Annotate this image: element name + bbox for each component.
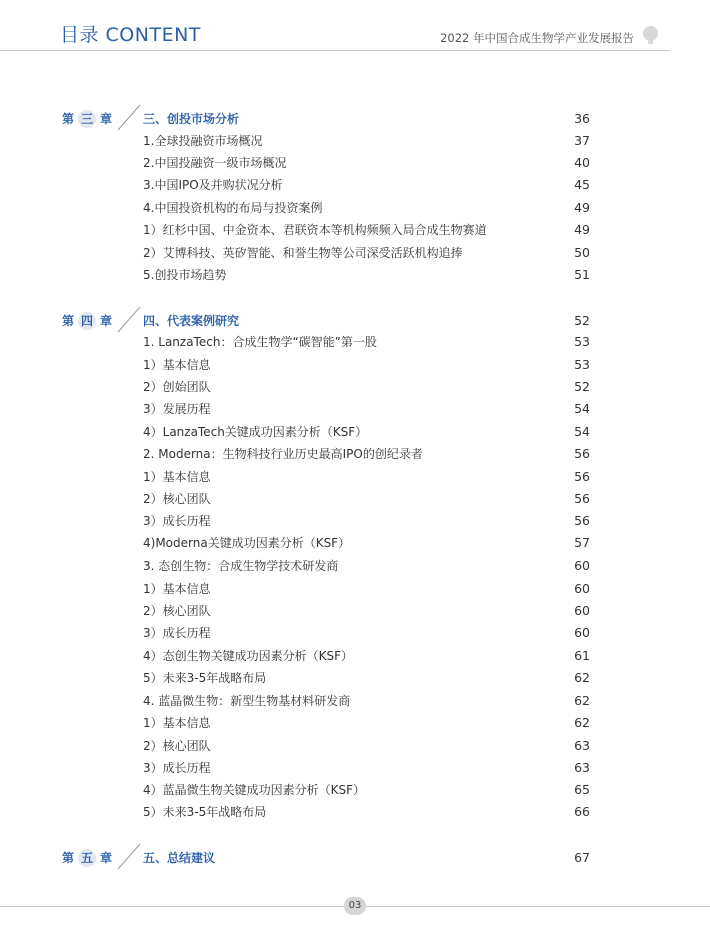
toc-entry-row[interactable]	[0, 802, 710, 822]
toc-entry-text: 3）发展历程	[143, 402, 211, 416]
chapter-suffix: 章	[100, 851, 113, 865]
toc-page-number: 49	[574, 222, 590, 237]
toc-page-number: 36	[574, 111, 590, 126]
chapter-label	[62, 109, 112, 129]
toc-entry-row[interactable]	[0, 377, 710, 397]
toc-entry-row[interactable]	[0, 511, 710, 531]
toc-entry-text: 4）LanzaTech关键成功因素分析（KSF）	[143, 425, 368, 439]
toc-page-number: 52	[574, 379, 590, 394]
toc-entry-text: 5.创投市场趋势	[143, 268, 227, 282]
chapter-number-badge: 五	[78, 849, 96, 867]
toc-page-number: 56	[574, 491, 590, 506]
toc-entry-row[interactable]	[0, 175, 710, 195]
toc-entry-text: 3）成长历程	[143, 761, 211, 775]
toc-page-number: 45	[574, 177, 590, 192]
toc-entry-text: 5）未来3-5年战略布局	[143, 805, 267, 819]
toc-page-number: 62	[574, 715, 590, 730]
toc-page-number: 60	[574, 558, 590, 573]
chapter-suffix: 章	[100, 314, 113, 328]
toc-entry-row[interactable]	[0, 668, 710, 688]
toc-page-number: 61	[574, 648, 590, 663]
toc-page-number: 54	[574, 424, 590, 439]
chapter-prefix: 第	[62, 851, 75, 865]
toc-entry-row[interactable]	[0, 467, 710, 487]
toc-entry-text: 2）核心团队	[143, 604, 211, 618]
toc-entry-row[interactable]	[0, 736, 710, 756]
toc-page-number: 60	[574, 603, 590, 618]
toc-entry-row[interactable]	[0, 489, 710, 509]
chapter-title: 四、代表案例研究	[143, 314, 240, 328]
toc-page-number: 53	[574, 357, 590, 372]
toc-page-number: 67	[574, 850, 590, 865]
toc-entry-row[interactable]	[0, 131, 710, 151]
toc-entry-text: 3.中国IPO及并购状况分析	[143, 178, 283, 192]
page-number-badge: 03	[344, 897, 366, 915]
toc-entry-row[interactable]	[0, 399, 710, 419]
chapter-suffix: 章	[100, 112, 113, 126]
page-title: 目录 CONTENT	[60, 24, 201, 46]
toc-entry-text: 4. 蓝晶微生物：新型生物基材料研发商	[143, 694, 351, 708]
toc-page-number: 54	[574, 401, 590, 416]
toc-entry-row[interactable]	[0, 153, 710, 173]
toc-page-number: 66	[574, 804, 590, 819]
toc-chapter-row[interactable]	[0, 848, 710, 868]
toc-entry-row[interactable]	[0, 556, 710, 576]
toc-page-number: 56	[574, 469, 590, 484]
toc-entry-text: 2）创始团队	[143, 380, 211, 394]
toc-entry-row[interactable]	[0, 780, 710, 800]
toc-entry-row[interactable]	[0, 220, 710, 240]
toc-entry-text: 3）成长历程	[143, 626, 211, 640]
toc-chapter-row[interactable]	[0, 109, 710, 129]
toc-entry-text: 2）核心团队	[143, 739, 211, 753]
toc-page-number: 65	[574, 782, 590, 797]
chapter-prefix: 第	[62, 112, 75, 126]
toc-entry-text: 4）态创生物关键成功因素分析（KSF）	[143, 649, 354, 663]
toc-page-number: 56	[574, 446, 590, 461]
toc-entry-row[interactable]	[0, 332, 710, 352]
toc-entry-row[interactable]	[0, 198, 710, 218]
toc-entry-text: 1）基本信息	[143, 716, 211, 730]
toc-entry-row[interactable]	[0, 579, 710, 599]
toc-entry-text: 4.中国投资机构的布局与投资案例	[143, 201, 323, 215]
toc-entry-row[interactable]	[0, 623, 710, 643]
toc-entry-text: 2. Moderna：生物科技行业历史最高IPO的创纪录者	[143, 447, 423, 461]
toc-page-number: 56	[574, 513, 590, 528]
toc-page-number: 52	[574, 313, 590, 328]
toc-entry-text: 2.中国投融资一级市场概况	[143, 156, 287, 170]
toc-entry-text: 3）成长历程	[143, 514, 211, 528]
chapter-prefix: 第	[62, 314, 75, 328]
toc-entry-row[interactable]	[0, 533, 710, 553]
toc-page-number: 50	[574, 245, 590, 260]
toc-page-number: 60	[574, 625, 590, 640]
toc-entry-text: 4)Moderna关键成功因素分析（KSF）	[143, 536, 351, 550]
slash-divider-icon	[116, 103, 142, 131]
toc-entry-row[interactable]	[0, 646, 710, 666]
slash-divider-icon	[116, 305, 142, 333]
toc-entry-text: 3. 态创生物：合成生物学技术研发商	[143, 559, 339, 573]
chapter-title: 五、总结建议	[143, 851, 216, 865]
chapter-label	[62, 311, 112, 331]
toc-entry-text: 1）基本信息	[143, 358, 211, 372]
toc-page-number: 53	[574, 334, 590, 349]
toc-entry-row[interactable]	[0, 243, 710, 263]
toc-entry-row[interactable]	[0, 713, 710, 733]
toc-page-number: 51	[574, 267, 590, 282]
toc-page-number: 60	[574, 581, 590, 596]
toc-entry-text: 1）基本信息	[143, 470, 211, 484]
toc-entry-row[interactable]	[0, 601, 710, 621]
lightbulb-icon	[643, 26, 658, 41]
toc-page-number: 37	[574, 133, 590, 148]
toc-entry-row[interactable]	[0, 691, 710, 711]
chapter-number-badge: 三	[78, 110, 96, 128]
toc-page-number: 63	[574, 760, 590, 775]
toc-entry-text: 1）红杉中国、中金资本、君联资本等机构频频入局合成生物赛道	[143, 223, 487, 237]
chapter-label	[62, 848, 112, 868]
toc-page-number: 63	[574, 738, 590, 753]
chapter-title: 三、创投市场分析	[143, 112, 240, 126]
toc-entry-row[interactable]	[0, 444, 710, 464]
toc-entry-text: 2）艾博科技、英矽智能、和誉生物等公司深受活跃机构追捧	[143, 246, 463, 260]
chapter-number-badge: 四	[78, 312, 96, 330]
toc-entry-text: 1）基本信息	[143, 582, 211, 596]
toc-page-number: 40	[574, 155, 590, 170]
toc-entry-text: 2）核心团队	[143, 492, 211, 506]
toc-chapter-row[interactable]	[0, 311, 710, 331]
toc-entry-row[interactable]	[0, 265, 710, 285]
toc-page-number: 49	[574, 200, 590, 215]
toc-entry-text: 1.全球投融资市场概况	[143, 134, 263, 148]
toc-entry-row[interactable]	[0, 758, 710, 778]
report-title: 2022 年中国合成生物学产业发展报告	[440, 31, 634, 45]
slash-divider-icon	[116, 842, 142, 870]
toc-entry-text: 5）未来3-5年战略布局	[143, 671, 267, 685]
toc-entry-text: 1. LanzaTech：合成生物学“碳智能”第一股	[143, 335, 377, 349]
lightbulb-base-icon	[648, 40, 653, 44]
toc-page-number: 62	[574, 670, 590, 685]
toc-entry-row[interactable]	[0, 422, 710, 442]
toc-page-number: 57	[574, 535, 590, 550]
toc-entry-text: 4）蓝晶微生物关键成功因素分析（KSF）	[143, 783, 366, 797]
header-divider	[0, 50, 670, 51]
toc-page-number: 62	[574, 693, 590, 708]
toc-entry-row[interactable]	[0, 355, 710, 375]
